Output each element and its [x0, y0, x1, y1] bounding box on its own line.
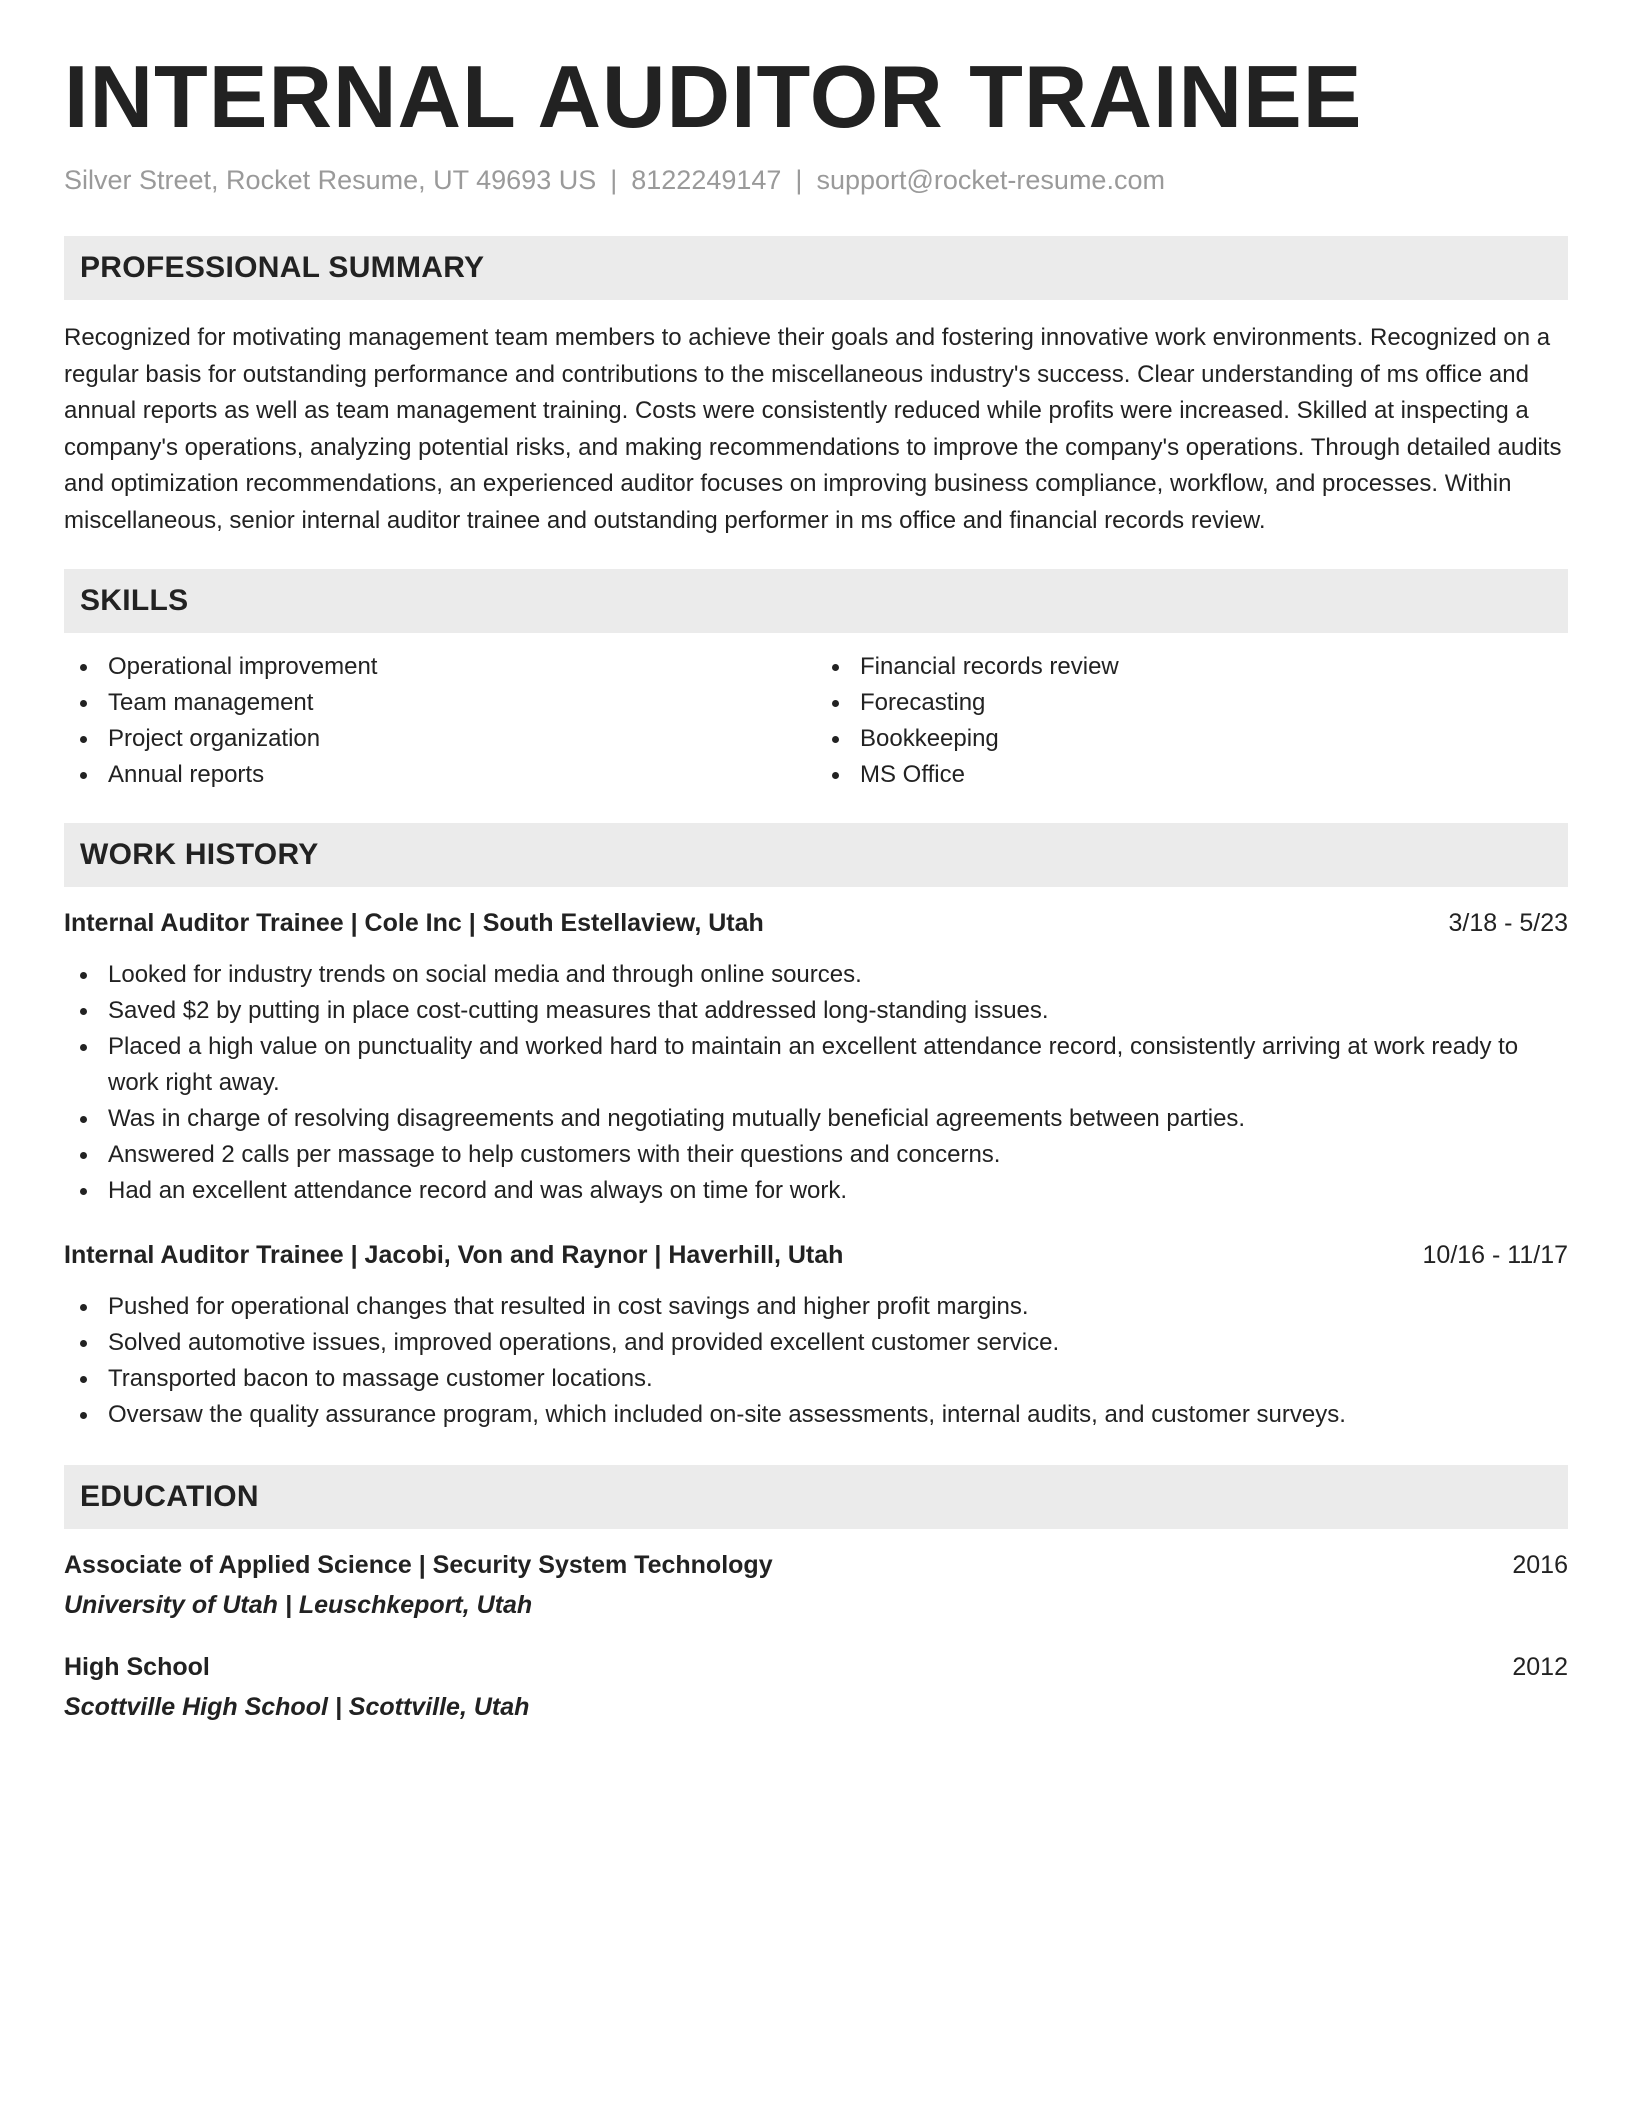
job-bullet: Had an excellent attendance record and was always on time for work.	[64, 1173, 1568, 1209]
education-header	[64, 1651, 1568, 1683]
job-entry	[64, 1239, 1568, 1433]
job-header	[64, 1239, 1568, 1271]
education-school: Scottville High School | Scottville, Utah	[64, 1693, 530, 1721]
skills-column-left	[64, 649, 816, 793]
phone: 8122249147	[631, 165, 782, 195]
skill-item: Operational improvement	[64, 649, 816, 685]
separator: |	[610, 165, 618, 195]
job-bullets	[64, 1289, 1568, 1433]
job-title: Internal Auditor Trainee | Cole Inc | South Estellaview, Utah	[64, 909, 764, 937]
job-bullet: Placed a high value on punctuality and worked hard to maintain an excellent attendance record, consistently arriving at work ready to work right away.	[64, 1029, 1568, 1101]
education-year: 2012	[1512, 1653, 1568, 1681]
job-bullet: Saved $2 by putting in place cost-cutting measures that addressed long-standing issues.	[64, 993, 1568, 1029]
job-dates: 10/16 - 11/17	[1422, 1241, 1568, 1269]
skill-item: MS Office	[816, 757, 1568, 793]
job-bullet: Was in charge of resolving disagreements and negotiating mutually beneficial agreements between parties.	[64, 1101, 1568, 1137]
education-year: 2016	[1512, 1551, 1568, 1579]
job-entry	[64, 907, 1568, 1209]
job-header	[64, 907, 1568, 939]
job-bullet: Solved automotive issues, improved operations, and provided excellent customer service.	[64, 1325, 1568, 1361]
job-bullet: Looked for industry trends on social media and through online sources.	[64, 957, 1568, 993]
section-heading-work: WORK HISTORY	[64, 823, 1568, 887]
skills-list	[64, 649, 1568, 793]
section-heading-education: EDUCATION	[64, 1465, 1568, 1529]
job-bullet: Transported bacon to massage customer locations.	[64, 1361, 1568, 1397]
education-school: University of Utah | Leuschkeport, Utah	[64, 1591, 533, 1619]
education-header	[64, 1549, 1568, 1581]
job-bullet: Oversaw the quality assurance program, which included on-site assessments, internal audits, and customer surveys.	[64, 1397, 1568, 1433]
job-bullets	[64, 957, 1568, 1209]
address: Silver Street, Rocket Resume, UT 49693 US	[64, 165, 597, 195]
section-heading-skills: SKILLS	[64, 569, 1568, 633]
skills-column-right	[816, 649, 1568, 793]
separator: |	[795, 165, 803, 195]
education-degree: Associate of Applied Science | Security System Technology	[64, 1551, 773, 1579]
contact-line	[64, 164, 1568, 196]
summary-text: Recognized for motivating management team members to achieve their goals and fostering innovative work environments. Recognized on a regular basis for outstanding performance and contributions to the miscellaneous industry's success. Clear understanding of ms office and annual reports as well as team management training. Costs were consistently reduced while profits were increased. Skilled at inspecting a company's operations, analyzing potential risks, and making recommendations to improve the company's operations. Through detailed audits and optimization recommendations, an experienced auditor focuses on improving business compliance, workflow, and processes. Within miscellaneous, senior internal auditor trainee and outstanding performer in ms office and financial records review.	[64, 324, 1562, 534]
resume-name: INTERNAL AUDITOR TRAINEE	[64, 47, 1363, 146]
education-entry	[64, 1549, 1568, 1621]
email: support@rocket-resume.com	[816, 165, 1165, 195]
job-bullet: Answered 2 calls per massage to help customers with their questions and concerns.	[64, 1137, 1568, 1173]
resume-page	[64, 0, 1568, 1723]
education-entry	[64, 1651, 1568, 1723]
skill-item: Team management	[64, 685, 816, 721]
education-degree: High School	[64, 1653, 210, 1681]
job-bullet: Pushed for operational changes that resulted in cost savings and higher profit margins.	[64, 1289, 1568, 1325]
skill-item: Annual reports	[64, 757, 816, 793]
skill-item: Project organization	[64, 721, 816, 757]
job-title: Internal Auditor Trainee | Jacobi, Von and Raynor | Haverhill, Utah	[64, 1241, 844, 1269]
section-heading-summary: PROFESSIONAL SUMMARY	[64, 236, 1568, 300]
skill-item: Financial records review	[816, 649, 1568, 685]
skill-item: Bookkeeping	[816, 721, 1568, 757]
job-dates: 3/18 - 5/23	[1448, 909, 1568, 937]
skill-item: Forecasting	[816, 685, 1568, 721]
